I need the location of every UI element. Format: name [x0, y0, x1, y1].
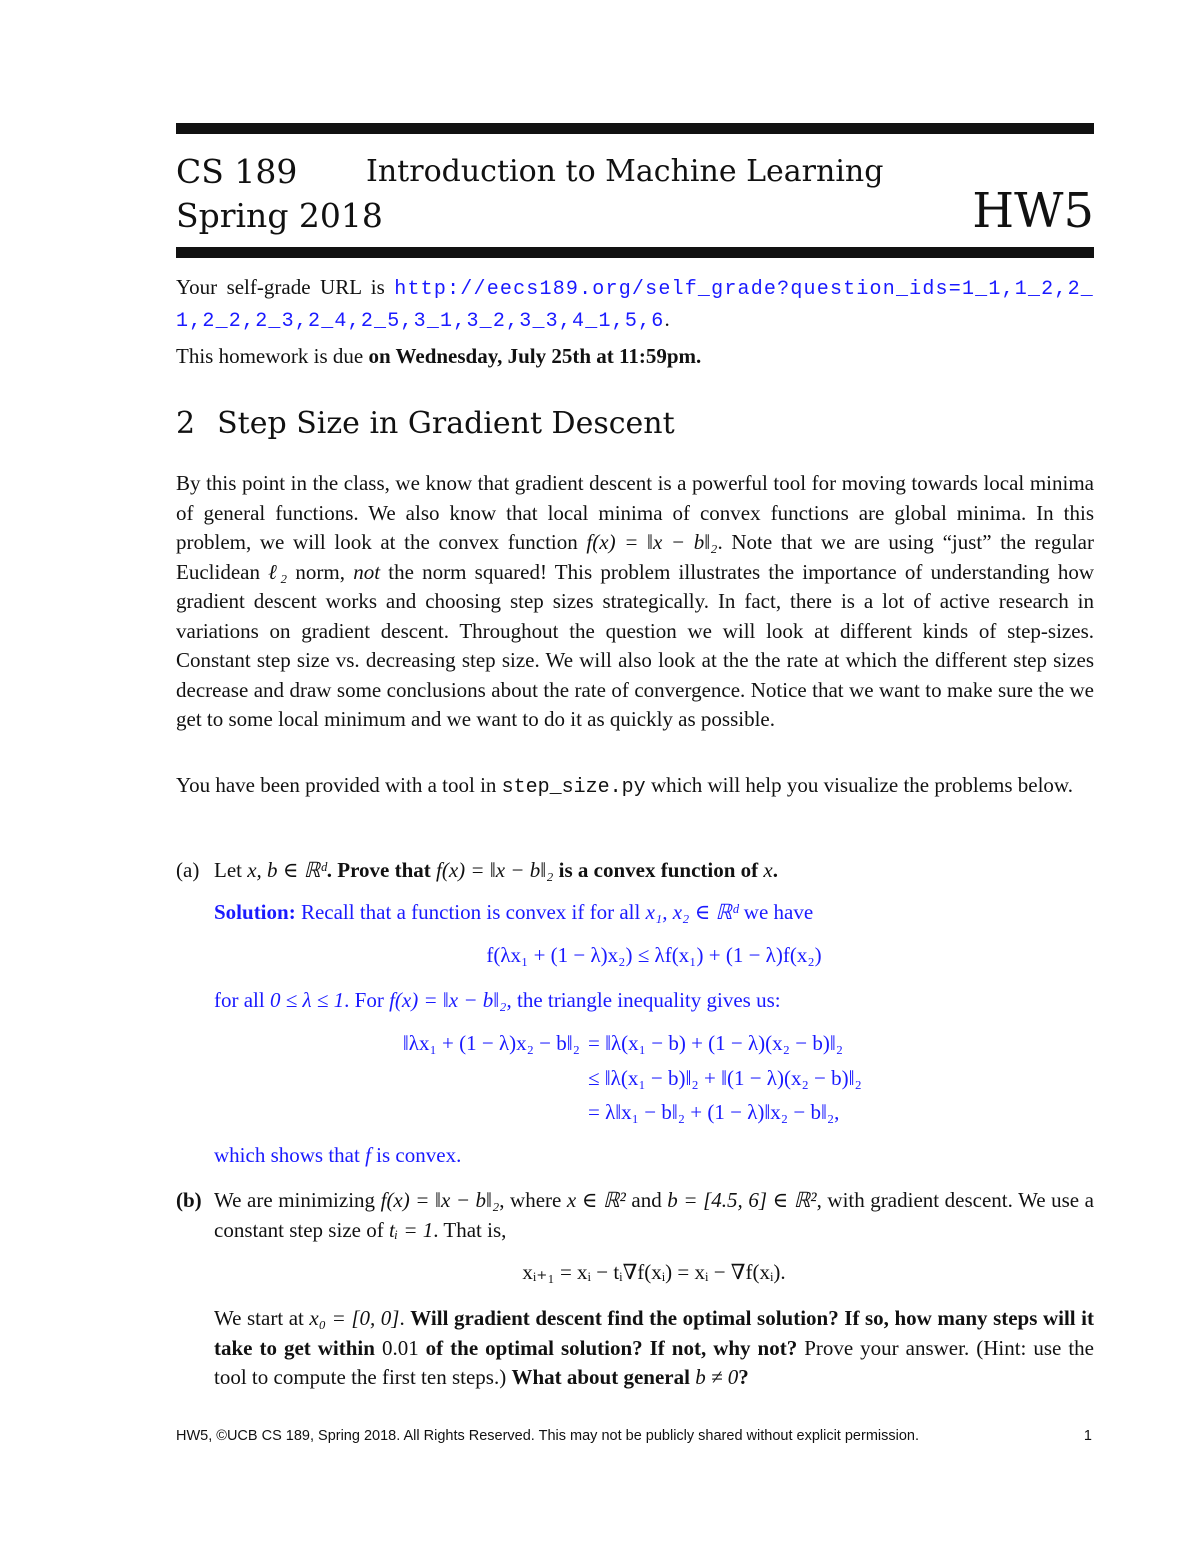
- text-segment: ℓ₂: [268, 559, 288, 584]
- text-segment: f(x) = ‖x − b‖₂: [389, 988, 507, 1012]
- copyright-notice: HW5, ©UCB CS 189, Spring 2018. All Rights Reserved. This may not be publicly shared without explicit permission.: [176, 1428, 919, 1444]
- text-segment: We are minimizing: [214, 1188, 381, 1212]
- text-segment: . That is,: [433, 1217, 507, 1242]
- text-segment: f(x) = ‖x − b‖₂: [380, 1188, 500, 1212]
- part-a-label: (a): [176, 858, 200, 882]
- triangle-inequality-text: [214, 986, 1094, 1016]
- tool-paragraph: [176, 771, 1094, 803]
- text-segment: we have: [738, 900, 814, 924]
- text-segment: for all: [214, 988, 270, 1012]
- solution-intro: [214, 898, 1094, 928]
- text-segment: f(x) = ‖x − b‖₂: [586, 530, 718, 554]
- text-segment: .: [664, 306, 670, 331]
- text-segment: b ≠ 0: [695, 1365, 739, 1389]
- derivation-line-1: = ‖λ(x₁ − b) + (1 − λ)(x₂ − b)‖₂: [588, 1031, 844, 1055]
- due-date: [176, 342, 1094, 372]
- self-grade-url: [176, 273, 1094, 336]
- text-segment: , the triangle inequality gives us:: [506, 988, 781, 1012]
- text-segment: x ∈ ℝ²: [566, 1188, 626, 1212]
- text-segment: Solution:: [214, 900, 296, 924]
- derivation-lhs: ‖λx₁ + (1 − λ)x₂ − b‖₂: [402, 1031, 580, 1055]
- top-rule: [176, 123, 1094, 134]
- text-segment: is a convex function of: [553, 858, 764, 882]
- text-segment: f(x) = ‖x − b‖₂: [436, 858, 554, 882]
- intro-paragraph: [176, 469, 1094, 735]
- course-code: CS 189: [176, 152, 298, 191]
- text-segment: which shows that: [214, 1143, 366, 1167]
- text-segment: What about general: [511, 1365, 696, 1389]
- text-segment: . Prove that: [326, 858, 437, 882]
- text-segment: of the optimal solution? If not, why not?: [418, 1335, 798, 1360]
- text-segment: b = [4.5, 6] ∈ ℝ²: [667, 1188, 817, 1212]
- text-segment: step_size.py: [501, 776, 646, 799]
- text-segment: on Wednesday, July 25th at 11:59pm.: [368, 344, 702, 368]
- part-a-question: [214, 856, 1094, 886]
- text-segment: and: [625, 1188, 668, 1212]
- text-segment: By this point in the class, we know that gradient descent is a powerful tool for moving towards local minima of general functions. We also know that local minima of convex functions are global minima. In this problem, we will look at the convex function: [176, 471, 1094, 554]
- text-segment: the norm squared! This problem illustrates the importance of understanding how gradient descent works and choosing step sizes strategically. In fact, there is a lot of active research in variations on gradient descent. Throughout the question we will look at different kinds of step-sizes. Constant step size vs. decreasing step size. We will also look at the the rate at which the different step sizes decrease and draw some conclusions about the rate of convergence. Notice that we want to make sure the we get to some local minimum and we want to do it as quickly as possible.: [176, 559, 1094, 731]
- text-segment: 0 ≤ λ ≤ 1: [269, 988, 345, 1012]
- part-b-question: [214, 1304, 1094, 1393]
- text-segment: 0.01: [381, 1335, 419, 1360]
- text-segment: Prove your answer. (Hint: use the tool to compute the first ten steps.): [214, 1335, 1094, 1389]
- text-segment: f: [365, 1143, 371, 1167]
- course-title: Introduction to Machine Learning: [366, 154, 884, 189]
- text-segment: x, b ∈ ℝᵈ: [247, 858, 327, 882]
- convexity-equation: f(λx₁ + (1 − λ)x₂) ≤ λf(x₁) + (1 − λ)f(x₂): [486, 943, 822, 967]
- update-rule-equation: xᵢ₊₁ = xᵢ − tᵢ∇f(xᵢ) = xᵢ − ∇f(xᵢ).: [522, 1260, 786, 1284]
- text-segment: norm,: [287, 559, 354, 584]
- bottom-rule: [176, 247, 1094, 258]
- section-number: 2: [176, 406, 196, 441]
- text-segment: which will help you visualize the problems below.: [645, 773, 1073, 797]
- text-segment: x: [763, 858, 773, 882]
- self-grade-link[interactable]: http://eecs189.org/self_grade?question_ids=1_1,1_2,2_1,2_2,2_3,2_4,2_5,3_1,3_2,3_3,4_1,5,6: [176, 278, 1094, 333]
- part-b-label: (b): [176, 1188, 202, 1212]
- text-segment: .: [399, 1306, 411, 1330]
- text-segment: , with gradient descent. We use a constant step size of: [214, 1188, 1094, 1242]
- text-segment: You have been provided with a tool in: [176, 773, 502, 797]
- section-title: Step Size in Gradient Descent: [217, 406, 675, 441]
- text-segment: Your self-grade URL is: [176, 275, 395, 299]
- text-segment: not: [353, 559, 381, 584]
- text-segment: x₁, x₂ ∈ ℝᵈ: [645, 900, 739, 924]
- text-segment: is convex.: [370, 1143, 462, 1167]
- assignment-id: HW5: [972, 183, 1094, 239]
- text-segment: This homework is due: [176, 344, 369, 368]
- part-b-intro: [214, 1186, 1094, 1245]
- text-segment: ?: [738, 1365, 749, 1389]
- term: Spring 2018: [176, 196, 383, 235]
- text-segment: Will gradient descent find the optimal solution? If so, how many steps will it take to get within: [214, 1306, 1095, 1360]
- text-segment: . Note that we are using “just” the regular Euclidean: [176, 530, 1094, 584]
- text-segment: , where: [499, 1188, 567, 1212]
- text-segment: .: [772, 858, 778, 882]
- text-segment: Recall that a function is convex if for all: [295, 900, 646, 924]
- text-segment: x₀ = [0, 0]: [309, 1306, 400, 1330]
- derivation-line-3: = λ‖x₁ − b‖₂ + (1 − λ)‖x₂ − b‖₂,: [588, 1100, 840, 1124]
- page-number: 1: [1083, 1428, 1092, 1444]
- text-segment: We start at: [214, 1306, 310, 1330]
- text-segment: . For: [344, 988, 390, 1012]
- text-segment: Let: [214, 858, 248, 882]
- solution-conclusion: [214, 1141, 1094, 1171]
- text-segment: tᵢ = 1: [388, 1217, 434, 1242]
- derivation-line-2: ≤ ‖λ(x₁ − b)‖₂ + ‖(1 − λ)(x₂ − b)‖₂: [588, 1066, 862, 1090]
- section-heading: [176, 406, 675, 441]
